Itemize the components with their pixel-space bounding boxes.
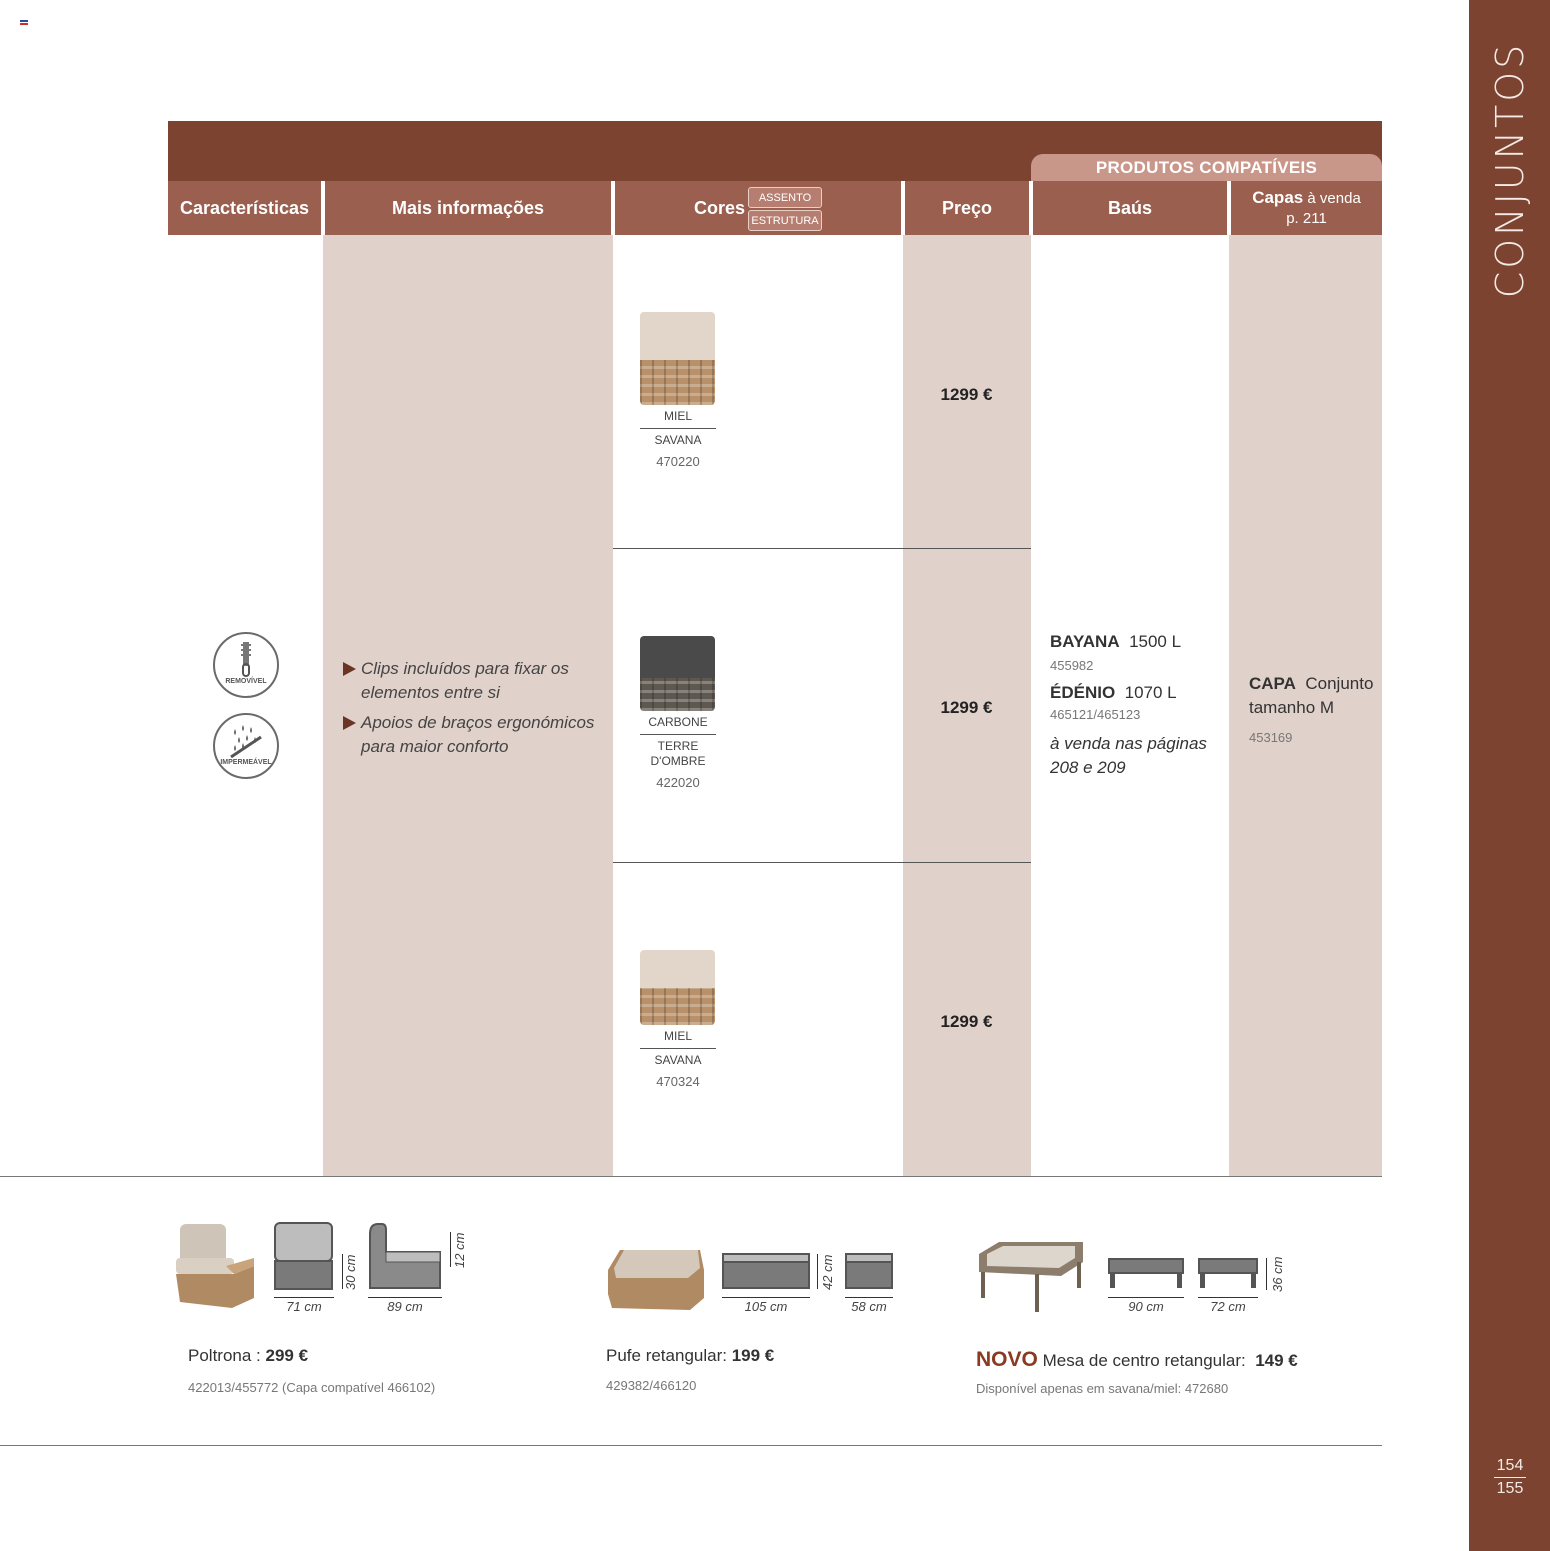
ottoman-side-diagram: [845, 1253, 895, 1291]
dim-line: [845, 1297, 893, 1298]
capa-info: [1249, 672, 1379, 750]
novo-badge: NOVO: [976, 1348, 1038, 1371]
impermeavel-label: IMPERMEÁVEL: [220, 759, 272, 766]
coffee-table-photo-icon: [975, 1238, 1087, 1314]
dim-line: [722, 1297, 810, 1298]
row-divider: [613, 862, 1031, 863]
dim-width: 105 cm: [744, 1299, 788, 1314]
product-name: Poltrona: [188, 1346, 257, 1365]
header-capas: [1231, 181, 1382, 235]
dim-line: [450, 1232, 451, 1267]
dim-line: [368, 1297, 442, 1298]
section-title: CONJUNTOS: [1488, 41, 1532, 299]
bau-item: [1050, 632, 1225, 652]
bau-code: 465121/465123: [1050, 707, 1141, 722]
header-baus: [1033, 181, 1227, 235]
baus-info: [1050, 632, 1225, 780]
product-code: 470220: [656, 454, 700, 469]
assento-color-name: MIEL: [640, 1029, 716, 1049]
bau-name: BAYANA: [1050, 632, 1120, 651]
features-list: [343, 657, 603, 765]
frame-color: [640, 360, 715, 405]
removivel-label: REMOVÍVEL: [225, 678, 267, 685]
header-caracteristicas: [168, 181, 321, 235]
header-capas-line1: [1252, 188, 1361, 209]
assento-color-name: CARBONE: [640, 715, 716, 735]
armchair-front-diagram: [274, 1222, 334, 1292]
dim-line: [1198, 1297, 1258, 1298]
product-code: 470324: [656, 1074, 700, 1089]
bau-size: 1500 L: [1129, 632, 1182, 651]
header-baus-label: Baús: [1107, 197, 1152, 218]
capa-bold: CAPA: [1249, 674, 1296, 693]
dim-line: [1108, 1297, 1184, 1298]
page-numbers: [1490, 1456, 1530, 1499]
section-rule: [0, 1176, 1382, 1177]
cores-tags: [748, 187, 822, 233]
product-codes: 429382/466120: [606, 1378, 697, 1393]
compatible-products-header: PRODUTOS COMPATÍVEIS: [1031, 154, 1382, 181]
dim-line: [274, 1297, 334, 1298]
color-swatch: [640, 950, 715, 1025]
capa-code: 453169: [1249, 730, 1293, 745]
removable-zipper-icon: [213, 632, 279, 698]
dim-depth: 72 cm: [1210, 1299, 1246, 1314]
tag-estrutura: ESTRUTURA: [748, 210, 822, 231]
dim-width: 71 cm: [286, 1299, 322, 1314]
capa-title: [1249, 672, 1379, 720]
product-codes: 422013/455772 (Capa compatível 466102): [188, 1380, 436, 1395]
capa-rest: Conjunto tamanho M: [1249, 674, 1374, 717]
estrutura-color-name: TERRE D'OMBRE: [650, 739, 706, 768]
color-swatch: [640, 636, 715, 711]
frame-color: [640, 988, 715, 1025]
color-option-1: [640, 312, 716, 469]
product-code: 422020: [656, 775, 700, 790]
product-price: 299 €: [265, 1346, 309, 1365]
seat-color: [640, 636, 715, 678]
seat-color: [640, 312, 715, 360]
feature-item: Clips incluídos para fixar os elementos entre si: [343, 657, 603, 705]
color-option-3: [640, 950, 716, 1089]
header-cores-label: Cores: [694, 197, 746, 218]
dim-height: 12 cm: [452, 1232, 467, 1268]
bau-code: 455982: [1050, 658, 1094, 673]
product-title: [976, 1348, 1298, 1372]
bau-size: 1070 L: [1124, 683, 1177, 702]
coffee-table-front-diagram: [1108, 1258, 1186, 1290]
feature-item: Apoios de braços ergonómicos para maior conforto: [343, 711, 603, 759]
estrutura-color-name: SAVANA: [654, 433, 702, 447]
header-preco-label: Preço: [941, 197, 993, 218]
row-divider: [613, 548, 1031, 549]
product-name: Mesa de centro retangular:: [1042, 1351, 1246, 1370]
page-number-left: 154: [1496, 1457, 1524, 1474]
header-capas-bold: Capas: [1252, 187, 1304, 207]
assento-color-name: MIEL: [640, 409, 716, 429]
dim-depth: 89 cm: [387, 1299, 423, 1314]
product-name: Pufe retangular:: [606, 1346, 727, 1365]
armchair-photo-icon: [172, 1220, 258, 1312]
page-number-divider: [1494, 1477, 1526, 1478]
ottoman-front-diagram: [722, 1253, 812, 1291]
product-title: Poltrona : 299 €: [188, 1346, 309, 1365]
product-codes: Disponível apenas em savana/miel: 472680: [976, 1381, 1229, 1396]
seat-color: [640, 950, 715, 988]
header-mais-informacoes: [325, 181, 611, 235]
price-row-3: 1299 €: [940, 1012, 993, 1031]
price-row-1: 1299 €: [940, 385, 993, 404]
tag-assento: ASSENTO: [748, 187, 822, 208]
header-capas-page: p. 211: [1286, 209, 1327, 227]
color-option-2: [640, 636, 716, 790]
header-mais-info-label: Mais informações: [391, 197, 545, 218]
dim-line: [817, 1254, 818, 1289]
dim-width: 90 cm: [1128, 1299, 1164, 1314]
dim-height: 36 cm: [1270, 1256, 1285, 1292]
bau-name: ÉDÉNIO: [1050, 683, 1116, 702]
product-price: 199 €: [731, 1346, 775, 1365]
color-swatch: [640, 312, 715, 405]
coffee-table-side-diagram: [1198, 1258, 1260, 1290]
product-title: [606, 1346, 774, 1366]
product-price: 149 €: [1255, 1351, 1298, 1370]
header-preco: [905, 181, 1029, 235]
ottoman-photo-icon: [604, 1244, 706, 1314]
header-capas-rest: à venda: [1303, 189, 1361, 207]
dim-line: [1266, 1258, 1267, 1290]
estrutura-color-name: SAVANA: [654, 1053, 702, 1067]
bau-item: [1050, 683, 1225, 703]
dim-height: 42 cm: [820, 1254, 835, 1290]
section-rule: [0, 1445, 1382, 1446]
frame-color: [640, 678, 715, 711]
language-flag-icon: [20, 20, 28, 27]
baus-note: à venda nas páginas 208 e 209: [1050, 734, 1207, 777]
page-number-right: 155: [1496, 1480, 1524, 1497]
dim-height: 30 cm: [343, 1254, 358, 1290]
waterproof-icon: [213, 713, 279, 779]
price-row-2: 1299 €: [940, 698, 993, 717]
armchair-side-diagram: [368, 1222, 444, 1292]
dim-depth: 58 cm: [851, 1299, 887, 1314]
header-caracteristicas-label: Características: [179, 197, 310, 218]
